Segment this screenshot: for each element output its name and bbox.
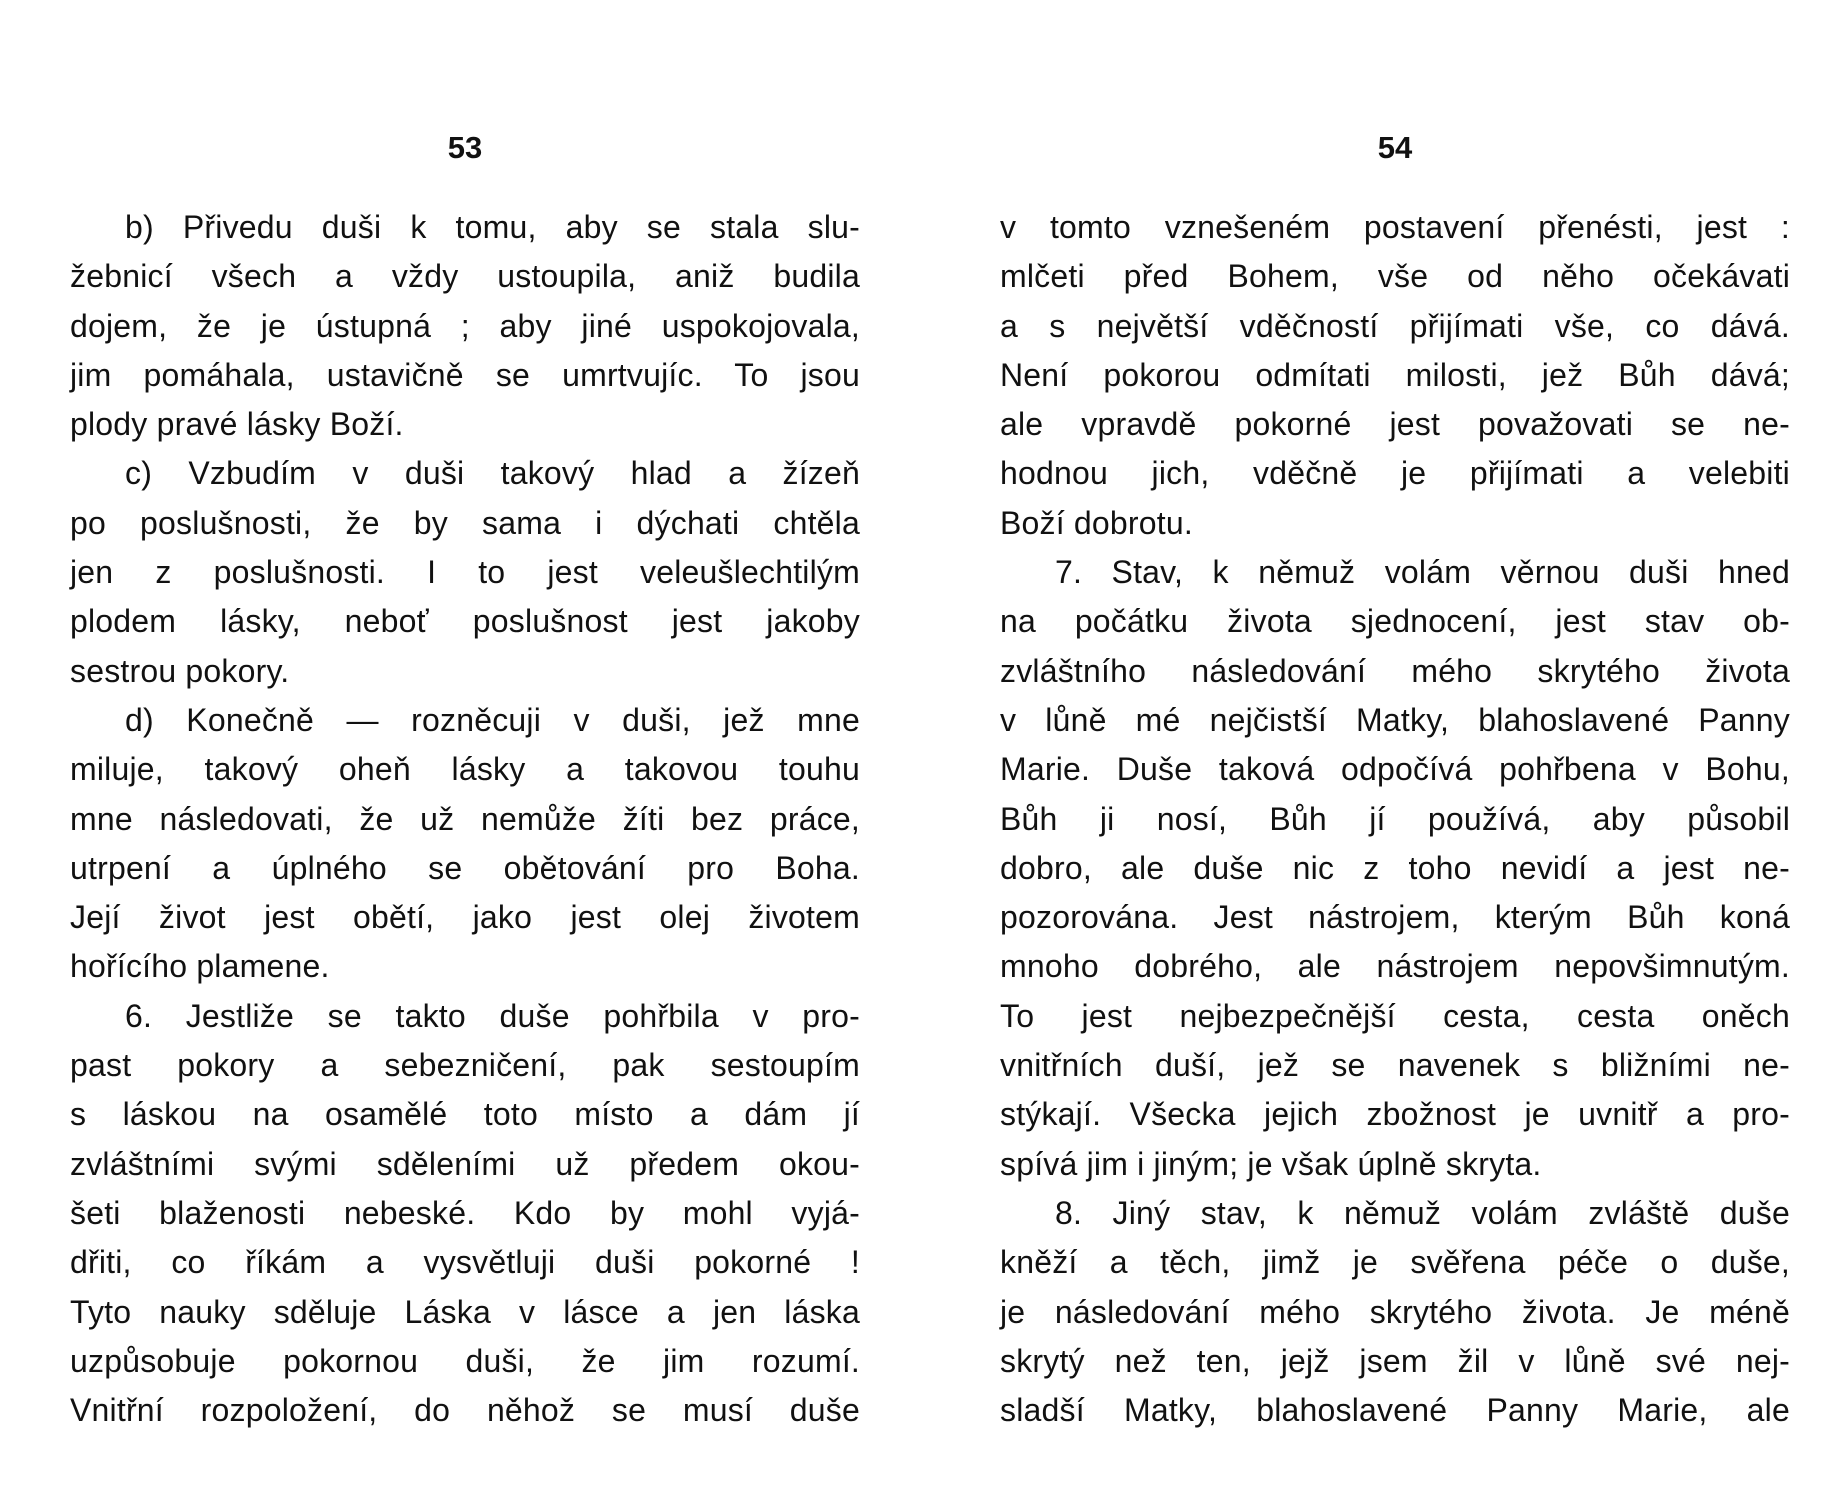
text-line: po poslušnosti, že by sama i dýchati chtěla	[70, 504, 860, 541]
text-line: Není pokorou odmítati milosti, jež Bůh dává;	[1000, 356, 1790, 393]
text-line: c) Vzbudím v duši takový hlad a žízeň	[125, 455, 860, 492]
text-line: kněží a těch, jimž je svěřena péče o duše,	[1000, 1244, 1790, 1281]
text-line: na počátku života sjednocení, jest stav ob-	[1000, 603, 1790, 640]
text-line: hořícího plamene.	[70, 948, 330, 985]
page-number: 53	[447, 130, 483, 165]
page-number: 54	[1377, 130, 1413, 165]
text-line: To jest nejbezpečnější cesta, cesta oněch	[1000, 997, 1790, 1034]
text-line: žebnicí všech a vždy ustoupila, aniž budila	[70, 258, 860, 295]
text-line: mlčeti před Bohem, vše od něho očekávati	[1000, 258, 1790, 295]
text-line: zvláštního následování mého skrytého života	[1000, 652, 1790, 689]
text-line: jen z poslušnosti. I to jest veleušlechtilým	[70, 554, 860, 591]
text-line: a s největší vděčností přijímati vše, co dává.	[1000, 307, 1790, 344]
text-line: stýkají. Všecka jejich zbožnost je uvnitř a pro-	[1000, 1096, 1790, 1133]
text-line: pozorována. Jest nástrojem, kterým Bůh koná	[1000, 899, 1790, 936]
right-page	[1000, 0, 1790, 1500]
text-line: mne následovati, že už nemůže žíti bez práce,	[70, 800, 860, 837]
text-line: dojem, že je ústupná ; aby jiné uspokojovala,	[70, 307, 860, 344]
text-line: mnoho dobrého, ale nástrojem nepovšimnutým.	[1000, 948, 1790, 985]
text-line: 6. Jestliže se takto duše pohřbila v pro-	[125, 997, 860, 1034]
text-line: dřiti, co říkám a vysvětluji duši pokorné !	[70, 1244, 860, 1281]
text-line: je následování mého skrytého života. Je méně	[1000, 1293, 1790, 1330]
text-line: Vnitřní rozpoložení, do něhož se musí duše	[70, 1392, 860, 1429]
text-line: 7. Stav, k němuž volám věrnou duši hned	[1055, 554, 1790, 591]
text-line: utrpení a úplného se obětování pro Boha.	[70, 849, 860, 886]
text-line: uzpůsobuje pokornou duši, že jim rozumí.	[70, 1342, 860, 1379]
text-line: past pokory a sebezničení, pak sestoupím	[70, 1047, 860, 1084]
text-line: Marie. Duše taková odpočívá pohřbena v Bohu,	[1000, 751, 1790, 788]
text-line: plodem lásky, neboť poslušnost jest jakoby	[70, 603, 860, 640]
text-line: s láskou na osamělé toto místo a dám jí	[70, 1096, 860, 1133]
text-line: šeti blaženosti nebeské. Kdo by mohl vyjá-	[70, 1194, 860, 1231]
page-text	[1000, 203, 1790, 1435]
page-text	[70, 203, 860, 1435]
text-line: miluje, takový oheň lásky a takovou touhu	[70, 751, 860, 788]
text-line: ale vpravdě pokorné jest považovati se ne-	[1000, 406, 1790, 443]
text-line: plody pravé lásky Boží.	[70, 406, 404, 443]
text-line: v lůně mé nejčistší Matky, blahoslavené Panny	[1000, 701, 1790, 738]
text-line: 8. Jiný stav, k němuž volám zvláště duše	[1055, 1194, 1790, 1231]
text-line: sestrou pokory.	[70, 652, 290, 689]
left-page	[70, 0, 860, 1500]
text-line: sladší Matky, blahoslavené Panny Marie, ale	[1000, 1392, 1790, 1429]
text-line: d) Konečně — rozněcuji v duši, jež mne	[125, 701, 860, 738]
text-line: vnitřních duší, jež se navenek s bližními ne-	[1000, 1047, 1790, 1084]
text-line: zvláštními svými sděleními už předem okou-	[70, 1145, 860, 1182]
text-line: jim pomáhala, ustavičně se umrtvujíc. To jsou	[70, 356, 860, 393]
text-line: Tyto nauky sděluje Láska v lásce a jen láska	[70, 1293, 860, 1330]
text-line: hodnou jich, vděčně je přijímati a velebiti	[1000, 455, 1790, 492]
text-line: Bůh ji nosí, Bůh jí používá, aby působil	[1000, 800, 1790, 837]
text-line: Boží dobrotu.	[1000, 504, 1193, 541]
text-line: dobro, ale duše nic z toho nevidí a jest ne-	[1000, 849, 1790, 886]
text-line: v tomto vznešeném postavení přenésti, jest :	[1000, 209, 1790, 245]
text-line: spívá jim i jiným; je však úplně skryta.	[1000, 1145, 1542, 1182]
text-line: Její život jest obětí, jako jest olej životem	[70, 899, 860, 936]
text-line: b) Přivedu duši k tomu, aby se stala slu-	[125, 209, 860, 245]
text-line: skrytý než ten, jejž jsem žil v lůně své nej-	[1000, 1342, 1790, 1379]
